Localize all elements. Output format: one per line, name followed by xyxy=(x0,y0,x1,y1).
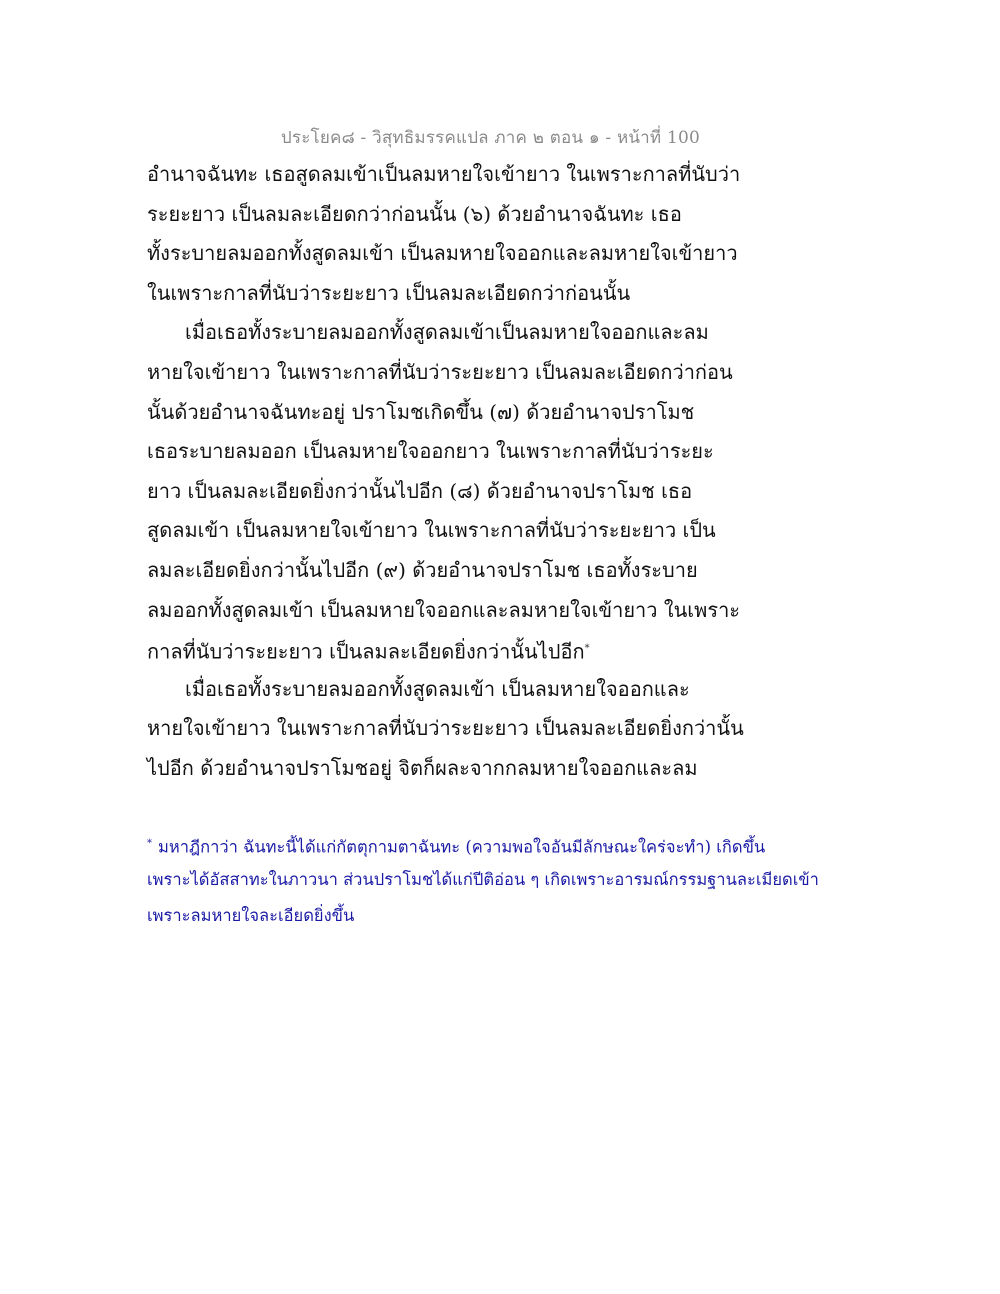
paragraph-start-line: เมื่อเธอทั้งระบายลมออกทั้งสูดลมเข้า เป็นลมหายใจออกและ xyxy=(185,676,690,701)
body-line: ทั้งระบายลมออกทั้งสูดลมเข้า เป็นลมหายใจออกและลมหายใจเข้ายาว xyxy=(147,241,738,266)
body-line: นั้นด้วยอำนาจฉันทะอยู่ ปราโมชเกิดขึ้น (๗) ด้วยอำนาจปราโมช xyxy=(147,399,695,424)
body-line-with-note xyxy=(147,633,707,673)
footnote-line xyxy=(147,830,847,866)
body-line: อำนาจฉันทะ เธอสูดลมเข้าเป็นลมหายใจเข้ายาว ในเพราะกาลที่นับว่า xyxy=(147,162,741,186)
body-line: ยาว เป็นลมละเอียดยิ่งกว่านั้นไปอีก (๘) ด้วยอำนาจปราโมช เธอ xyxy=(147,478,693,503)
footnote-reference-mark[interactable]: * xyxy=(584,643,590,655)
body-line: ในเพราะกาลที่นับว่าระยะยาว เป็นลมละเอียดกว่าก่อนนั้น xyxy=(147,280,631,305)
body-text xyxy=(147,158,744,792)
body-line: ไปอีก ด้วยอำนาจปราโมชอยู่ จิตก็ผละจากกลมหายใจออกและลม xyxy=(147,755,698,780)
body-line: หายใจเข้ายาว ในเพราะกาลที่นับว่าระยะยาว เป็นลมละเอียดยิ่งกว่านั้น xyxy=(147,716,744,741)
body-line: หายใจเข้ายาว ในเพราะกาลที่นับว่าระยะยาว เป็นลมละเอียดกว่าก่อน xyxy=(147,359,733,384)
body-line-text: กาลที่นับว่าระยะยาว เป็นลมละเอียดยิ่งกว่านั้นไปอีก xyxy=(147,639,585,664)
footnote-mark: * xyxy=(147,838,152,849)
footnote-block xyxy=(147,830,847,938)
running-header: ประโยค๘ - วิสุทธิมรรคแปล ภาค ๒ ตอน ๑ - หน้าที่ 100 xyxy=(280,128,700,148)
footnote-text: มหาฎีกาว่า ฉันทะนี้ได้แก่กัตตุกามตาฉันทะ (ความพอใจอันมีลักษณะใคร่จะทำ) เกิดขึ้น xyxy=(158,837,766,857)
body-line: สูดลมเข้า เป็นลมหายใจเข้ายาว ในเพราะกาลที่นับว่าระยะยาว เป็น xyxy=(147,518,716,543)
body-line: ระยะยาว เป็นลมละเอียดกว่าก่อนนั้น (๖) ด้วยอำนาจฉันทะ เธอ xyxy=(147,201,682,226)
footnote-line: เพราะลมหายใจละเอียดยิ่งขึ้น xyxy=(147,906,355,925)
body-line: ลมออกทั้งสูดลมเข้า เป็นลมหายใจออกและลมหายใจเข้ายาว ในเพราะ xyxy=(147,597,741,622)
paragraph-start-line: เมื่อเธอทั้งระบายลมออกทั้งสูดลมเข้าเป็นลมหายใจออกและลม xyxy=(185,320,709,345)
body-line: ลมละเอียดยิ่งกว่านั้นไปอีก (๙) ด้วยอำนาจปราโมช เธอทั้งระบาย xyxy=(147,557,698,582)
body-line: เธอระบายลมออก เป็นลมหายใจออกยาว ในเพราะกาลที่นับว่าระยะ xyxy=(147,439,714,464)
footnote-line: เพราะได้อัสสาทะในภาวนา ส่วนปราโมชได้แก่ปีติอ่อน ๆ เกิดเพราะอารมณ์กรรมฐานละเมียดเข้า xyxy=(147,870,819,889)
